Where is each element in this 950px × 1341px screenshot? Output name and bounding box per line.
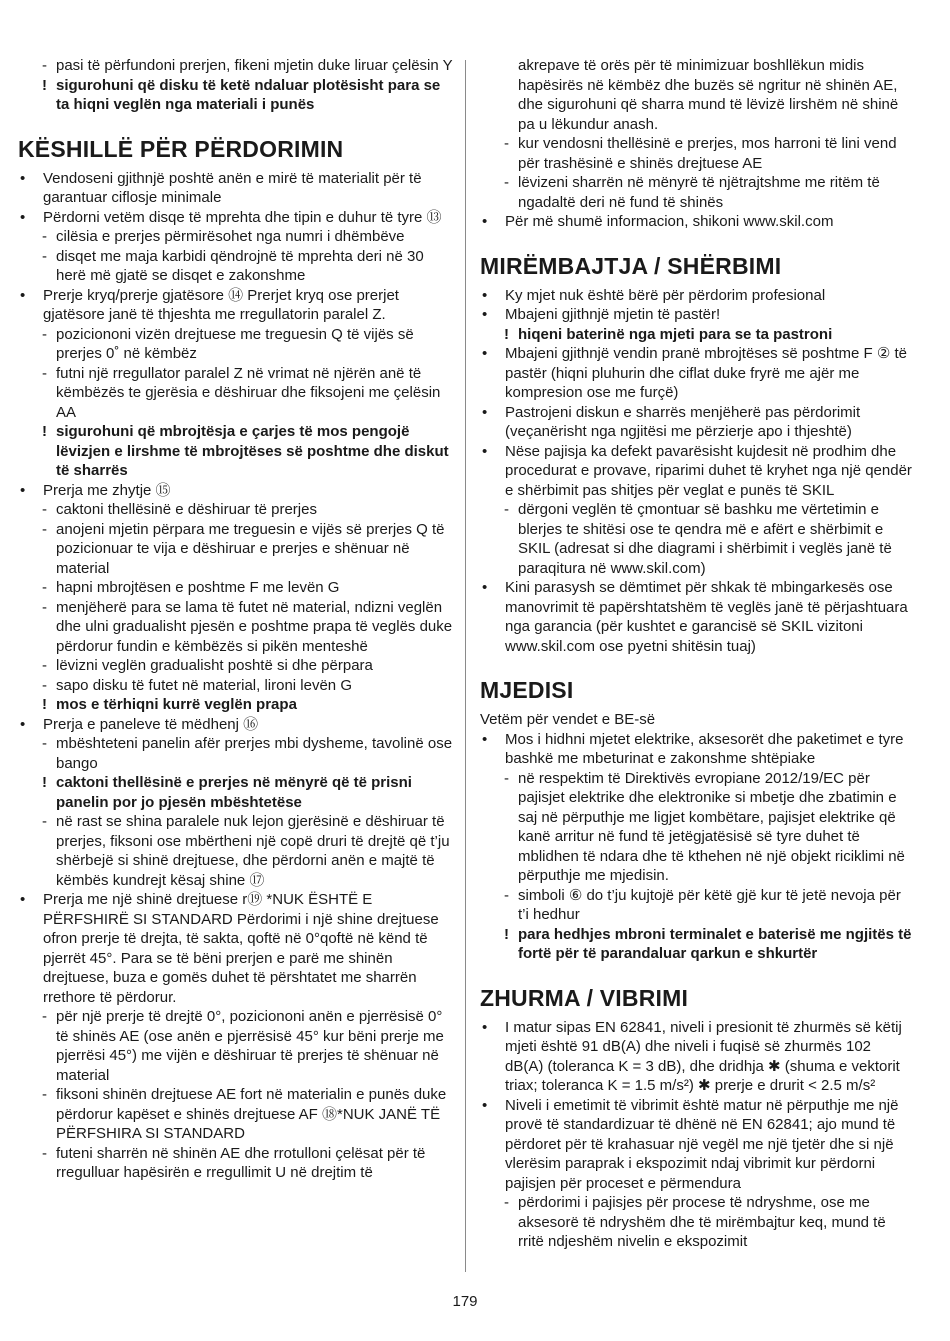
item-text: Niveli i emetimit të vibrimit është matur në përputhje me një provë të standardizuar të dhënë në EN 62841; ajo mund të përdoret për të krahasuar një vegël me një tjetër dhe si një vlerësim paraprak i ekspozimit ndaj vibrimit kur përdorni pajisjen për proceset e përmendura — [505, 1096, 899, 1192]
dash-marker: - — [42, 657, 47, 674]
bullet-marker: • — [482, 286, 488, 304]
item-text: cilësia e prerjes përmirësohet nga numri i dhëmbëve — [56, 228, 405, 245]
list-item — [480, 578, 912, 656]
item-text: në respektim të Direktivës evropiane 2012/19/EC për pajisjet elektrike dhe elektronike si mbetje dhe zbatimin e saj në përputhje me ligjet kombëtare, pajisjet elektrike që kanë arritur në fund të jetëgjatësisë së tyre duhet të mblidhen të ndara dhe të kthehen në një objekt riciklimi në përputhje me mjedisin. — [518, 769, 905, 884]
dash-marker: - — [42, 735, 47, 752]
warning-marker: ! — [42, 76, 47, 94]
dash-marker: - — [504, 769, 509, 787]
list-item — [18, 364, 454, 423]
list-item — [480, 1018, 912, 1096]
dash-marker: - — [42, 501, 47, 518]
dash-marker: - — [42, 1144, 47, 1162]
warning-item — [18, 695, 454, 715]
list-item — [480, 1096, 912, 1194]
item-text: Pastrojeni diskun e sharrës menjëherë pas përdorimit (veçanërisht nga ngjitësi me përzierje apo i thjeshtë) — [505, 403, 861, 440]
list-item — [480, 442, 912, 501]
list-item — [18, 890, 454, 1007]
dash-marker: - — [42, 247, 47, 265]
dash-marker: - — [42, 364, 47, 382]
item-text: Prerje kryq/prerje gjatësore ⑭ Prerjet kryq ose prerjet gjatësore janë të thjeshta me rregullatorin paralel Z. — [43, 286, 399, 323]
dash-marker: - — [42, 676, 47, 694]
item-text: Mos i hidhni mjetet elektrike, aksesorët dhe paketimet e tyre bashkë me mbeturinat e zakonshme shtëpiake — [505, 730, 904, 767]
column-divider — [465, 60, 466, 1272]
item-text: para hedhjes mbroni terminalet e baterisë me ngjitës të fortë për të parandaluar qarkun e shkurtër — [518, 925, 912, 962]
list-item — [18, 656, 454, 676]
item-text: përdorimi i pajisjes për procese të ndryshme, ose me aksesorë të ndryshëm dhe të mirëmbajtur keq, mund të rritë ndjeshëm nivelin e ekspozimit — [518, 1194, 886, 1250]
list-item — [18, 56, 454, 76]
item-text: caktoni thellësinë e prerjes në mënyrë që të prisni panelin por jo pjesën mbështetëse — [56, 774, 412, 811]
item-text: hapni mbrojtësen e poshtme F me levën G — [56, 579, 340, 596]
item-text: Prerja me zhytje ⑮ — [43, 481, 171, 499]
left-column — [18, 56, 454, 1183]
bullet-marker: • — [20, 208, 26, 226]
list-item — [18, 715, 454, 735]
warning-marker: ! — [504, 925, 509, 943]
section-heading: ZHURMA / VIBRIMI — [480, 984, 689, 1011]
bullet-marker: • — [482, 403, 488, 421]
item-text: menjëherë para se lama të futet në material, ndizni veglën dhe ulni gradualisht pjesën e poshtme prapa të veglës duke përdorur fundin e këmbëzës si pikën menteshë — [56, 598, 453, 655]
list-item — [18, 286, 454, 325]
item-text: akrepave të orës për të minimizuar boshllëkun midis hapësirës në këmbëz dhe buzës së ngritur në shinën AE, dhe sigurohuni që sharra mund të lëvizë lirshëm në shinë pa u lëkundur anash. — [518, 57, 899, 133]
section-heading: MIRËMBAJTJA / SHËRBIMI — [480, 252, 782, 279]
dash-marker: - — [42, 1008, 47, 1025]
list-item — [18, 734, 454, 773]
item-text: Ky mjet nuk është bërë për përdorim profesional — [505, 286, 826, 304]
list-item — [480, 730, 912, 769]
item-text: pasi të përfundoni prerjen, fikeni mjetin duke liruar çelësin Y — [56, 57, 453, 74]
item-text: disqet me maja karbidi qëndrojnë të mprehta deri në 30 herë më gjatë se disqet e zakonshme — [56, 247, 424, 284]
warning-item — [480, 325, 912, 345]
list-item — [480, 134, 912, 173]
bullet-marker: • — [20, 169, 26, 187]
item-text: sigurohuni që mbrojtësja e çarjes të mos pengojë lëvizjen e lirshme të mbrojtëses së poshtme dhe diskut të sharrës — [56, 423, 449, 479]
dash-marker: - — [42, 1086, 47, 1103]
warning-marker: ! — [42, 774, 47, 791]
dash-marker: - — [504, 174, 509, 191]
list-item — [18, 598, 454, 657]
item-text: futeni sharrën në shinën AE dhe rrotulloni çelësat për të rregulluar hapësirën e rregullimit U në drejtim të — [56, 1144, 426, 1181]
dash-marker: - — [504, 1194, 509, 1211]
section-heading: KËSHILLË PËR PËRDORIMIN — [18, 135, 344, 162]
warning-item — [18, 422, 454, 481]
bullet-marker: • — [482, 579, 488, 596]
item-text: Kini parasysh se dëmtimet për shkak të mbingarkesës ose manovrimit të papërshtatshëm të veglës janë të përjashtuara nga garancia (për kushtet e garancisë së SKIL vizitoni www.skil.com ose pyetni shitësin tuaj) — [505, 579, 908, 655]
list-item — [18, 227, 454, 247]
list-item — [480, 500, 912, 578]
list-item — [480, 173, 912, 212]
item-text: poziciononi vizën drejtuese me treguesin Q të vijës së prerjes 0˚ në këmbëz — [56, 325, 414, 362]
item-text: Vendoseni gjithnjë poshtë anën e mirë të materialit për të garantuar ciflosje minimale — [43, 169, 422, 206]
list-item — [18, 578, 454, 598]
warning-marker: ! — [42, 423, 47, 440]
warning-marker: ! — [42, 696, 47, 713]
dash-marker: - — [42, 813, 47, 830]
dash-marker: - — [42, 520, 47, 538]
list-item — [18, 481, 454, 501]
bullet-marker: • — [482, 1018, 488, 1036]
dash-marker: - — [504, 886, 509, 904]
bullet-marker: • — [20, 891, 26, 908]
list-item — [480, 305, 912, 325]
item-text: caktoni thellësinë e dëshiruar të prerjes — [56, 501, 317, 518]
item-text: mbështeteni panelin afër prerjes mbi dysheme, tavolinë ose bango — [56, 735, 453, 772]
item-text: anojeni mjetin përpara me treguesin e vijës së prerjes Q të pozicionuar te vija e dëshiruar e prerjes e shënuar në material — [56, 520, 445, 577]
item-text: sapo disku të futet në material, lironi levën G — [56, 676, 352, 694]
item-text: Për më shumë informacion, shikoni www.skil.com — [505, 213, 834, 230]
item-text: futni një rregullator paralel Z në vrimat në njërën anë të këmbëzës te gjerësia e dëshiruar dhe fiksojeni me çelësin AA — [56, 364, 441, 421]
list-item — [480, 344, 912, 403]
warning-item — [18, 773, 454, 812]
list-item — [18, 676, 454, 696]
item-text: në rast se shina paralele nuk lejon gjerësinë e dëshiruar të prerjes, fiksoni ose mbërtheni një copë druri të drejtë që t’ju shërbejë si shinë drejtuese, dhe përdorni anën e majtë të këmbës kundrejt kësaj shine ⑰ — [56, 813, 450, 889]
bullet-marker: • — [482, 345, 488, 362]
bullet-marker: • — [482, 442, 488, 460]
list-item — [480, 56, 912, 134]
list-item — [18, 812, 454, 890]
list-item — [480, 1193, 912, 1252]
list-item — [18, 325, 454, 364]
item-text: fiksoni shinën drejtuese AE fort në materialin e punës duke përdorur kapëset e shinës drejtuese AF ⑱*NUK JANË TË PËRFSHIRA SI STANDARD — [56, 1086, 447, 1142]
item-text: Mbajeni gjithnjë vendin pranë mbrojtëses së poshtme F ② të pastër (hiqni pluhurin dhe ciflat duke fryrë me ajër me kompresion ose me furçë) — [505, 345, 907, 401]
item-text: lëvizni veglën gradualisht poshtë si dhe përpara — [56, 657, 373, 674]
item-text: simboli ⑥ do t’ju kujtojë për këtë gjë kur të jetë nevoja për t’i hedhur — [518, 886, 901, 923]
item-text: Vetëm për vendet e BE-së — [480, 711, 656, 728]
item-text: Mbajeni gjithnjë mjetin të pastër! — [505, 306, 721, 323]
list-item — [480, 212, 912, 232]
item-text: për një prerje të drejtë 0°, poziciononi anën e pjerrësisë 0° të shinës AE (ose anën e pjerrësisë 45° kur bëni prerje me pjerrësi 45°) me vijën e dëshiruar të prerjes të shënuar në material — [56, 1008, 444, 1084]
dash-marker: - — [42, 325, 47, 343]
list-item — [18, 520, 454, 579]
item-text: Përdorni vetëm disqe të mprehta dhe tipin e duhur të tyre ⑬ — [43, 208, 442, 226]
list-item — [480, 769, 912, 886]
item-text: mos e tërhiqni kurrë veglën prapa — [56, 696, 297, 713]
page-number: 179 — [452, 1293, 478, 1310]
item-text: kur vendosni thellësinë e prerjes, mos harroni të lini vend për trashësinë e shinës drejtuese AE — [518, 135, 897, 172]
list-item — [18, 208, 454, 228]
item-text: dërgoni veglën të çmontuar së bashku me vërtetimin e blerjes te shitësi ose te qendra më e afërt e shërbimit e SKIL (adresat si dhe diagrami i shërbimit i veglës janë të paraqitura në www.skil.com) — [518, 501, 892, 577]
bullet-marker: • — [482, 306, 488, 323]
warning-item — [18, 76, 454, 115]
list-item — [18, 500, 454, 520]
list-item — [480, 403, 912, 442]
item-text: Prerja e paneleve të mëdhenj ⑯ — [43, 715, 259, 733]
dash-marker: - — [42, 57, 47, 74]
dash-marker: - — [504, 135, 509, 152]
list-item — [18, 169, 454, 208]
warning-marker: ! — [504, 325, 509, 343]
list-item — [480, 886, 912, 925]
bullet-marker: • — [482, 730, 488, 748]
bullet-marker: • — [20, 715, 26, 733]
list-item — [18, 1085, 454, 1144]
section-heading: MJEDISI — [480, 677, 574, 703]
paragraph — [480, 710, 912, 730]
list-item — [18, 247, 454, 286]
list-item — [480, 286, 912, 306]
bullet-marker: • — [20, 286, 26, 304]
dash-marker: - — [42, 598, 47, 616]
right-column — [480, 56, 912, 1252]
item-text: Nëse pajisja ka defekt pavarësisht kujdesit në prodhim dhe procedurat e provave, riparimi duhet të kryhet nga një qendër e shërbimit pas shitjes për veglat e punës të SKIL — [505, 442, 912, 499]
bullet-marker: • — [482, 1096, 488, 1114]
bullet-marker: • — [482, 213, 488, 230]
dash-marker: - — [42, 228, 47, 245]
dash-marker: - — [504, 501, 509, 518]
item-text: sigurohuni që disku të ketë ndaluar plotësisht para se ta hiqni veglën nga materiali i punës — [56, 76, 441, 113]
bullet-marker: • — [20, 481, 26, 499]
item-text: I matur sipas EN 62841, niveli i presionit të zhurmës së këtij mjeti është 91 dB(A) dhe niveli i fuqisë së zhurmës 102 dB(A) (toleranca K = 3 dB), dhe dridhja ✱ (shuma e vektorit triax; toleranca K = 1.5 m/s²) ✱ prerje e drurit < 2.5 m/s² — [505, 1018, 902, 1094]
item-text: lëvizeni sharrën në mënyrë të njëtrajtshme me ritëm të ngadaltë deri në fund të shinës — [518, 174, 880, 211]
list-item — [18, 1144, 454, 1183]
dash-marker: - — [42, 579, 47, 596]
item-text: Prerja me një shinë drejtuese r⑲ *NUK ËSHTË E PËRFSHIRË SI STANDARD Përdorimi i një shine drejtuese ofron prerje të drejta, të sakta, qoftë në 0°qoftë në kënd të pjerrët 45°. Para se të bëni prerjen e parë me shinën drejtuese, buza e gomës duhet të përshtatet me sharrën rrethore të përdorur. — [43, 891, 439, 1006]
list-item — [18, 1007, 454, 1085]
item-text: hiqeni baterinë nga mjeti para se ta pastroni — [518, 325, 833, 343]
warning-item — [480, 925, 912, 964]
